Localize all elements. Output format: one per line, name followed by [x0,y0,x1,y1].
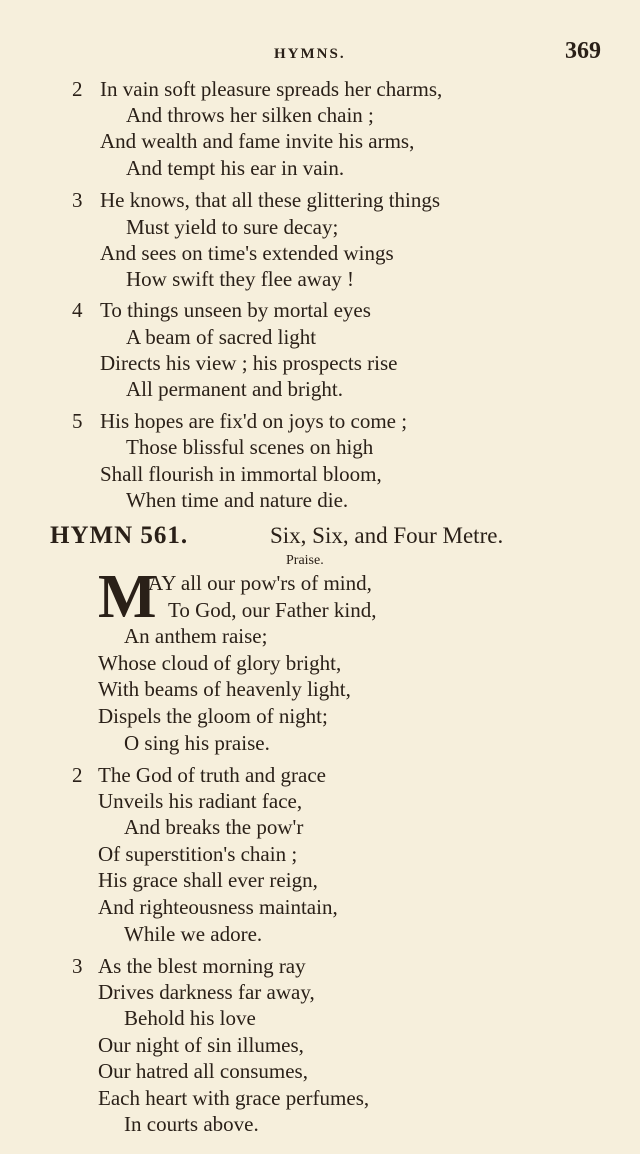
verse-line: He knows, that all these glittering things [100,188,441,212]
verse-line: The God of truth and grace [98,763,326,787]
stanza-number: 2 [72,763,83,787]
verse-line: How swift they flee away ! [126,267,355,291]
verse-line: Those blissful scenes on high [126,435,374,459]
verse-line: And breaks the pow'r [124,815,304,839]
verse-line: A beam of sacred light [126,325,317,349]
verse-line: An anthem raise; [124,624,268,648]
verse-line: With beams of heavenly light, [98,677,351,701]
verse-line: Shall flourish in immortal bloom, [100,462,382,486]
verse-line: In courts above. [124,1112,259,1136]
verse-line: And throws her silken chain ; [126,103,374,127]
verse-line: Unveils his radiant face, [98,789,303,813]
verse-line: His grace shall ever reign, [98,868,318,892]
page-number: 369 [565,38,601,64]
verse-line: Of superstition's chain ; [98,842,298,866]
hymn-title: HYMN 561. [50,522,189,549]
verse-line: Must yield to sure decay; [126,215,339,239]
verse-line: To things unseen by mortal eyes [100,298,371,322]
verse-line: In vain soft pleasure spreads her charms, [100,77,443,101]
running-header: HYMNS. [274,46,346,62]
verse-line: Our night of sin illumes, [98,1033,304,1057]
stanza-number: 5 [72,409,83,433]
verse-line: When time and nature die. [126,488,349,512]
verse-line: To God, our Father kind, [168,598,377,622]
verse-line: And tempt his ear in vain. [126,156,345,180]
verse-line: Directs his view ; his prospects rise [100,351,398,375]
verse-line: Our hatred all consumes, [98,1059,308,1083]
drop-cap: M [98,563,157,631]
stanza-number: 3 [72,954,83,978]
stanza-number: 2 [72,77,83,101]
hymn-subject: Praise. [286,553,324,568]
verse-line: AY all our pow'rs of mind, [148,571,372,595]
verse-line: And righteousness maintain, [98,895,338,919]
verse-line: And sees on time's extended wings [100,241,394,265]
verse-line: Dispels the gloom of night; [98,704,328,728]
verse-line: His hopes are fix'd on joys to come ; [100,409,408,433]
verse-line: O sing his praise. [124,731,270,755]
verse-line: Whose cloud of glory bright, [98,651,342,675]
verse-line: Each heart with grace perfumes, [98,1086,370,1110]
verse-line: And wealth and fame invite his arms, [100,129,415,153]
hymn-metre: Six, Six, and Four Metre. [270,523,504,548]
verse-line: All permanent and bright. [126,377,343,401]
verse-line: Behold his love [124,1006,256,1030]
verse-line: Drives darkness far away, [98,980,315,1004]
stanza-number: 4 [72,298,83,322]
verse-line: As the blest morning ray [98,954,306,978]
stanza-number: 3 [72,188,83,212]
verse-line: While we adore. [124,922,263,946]
